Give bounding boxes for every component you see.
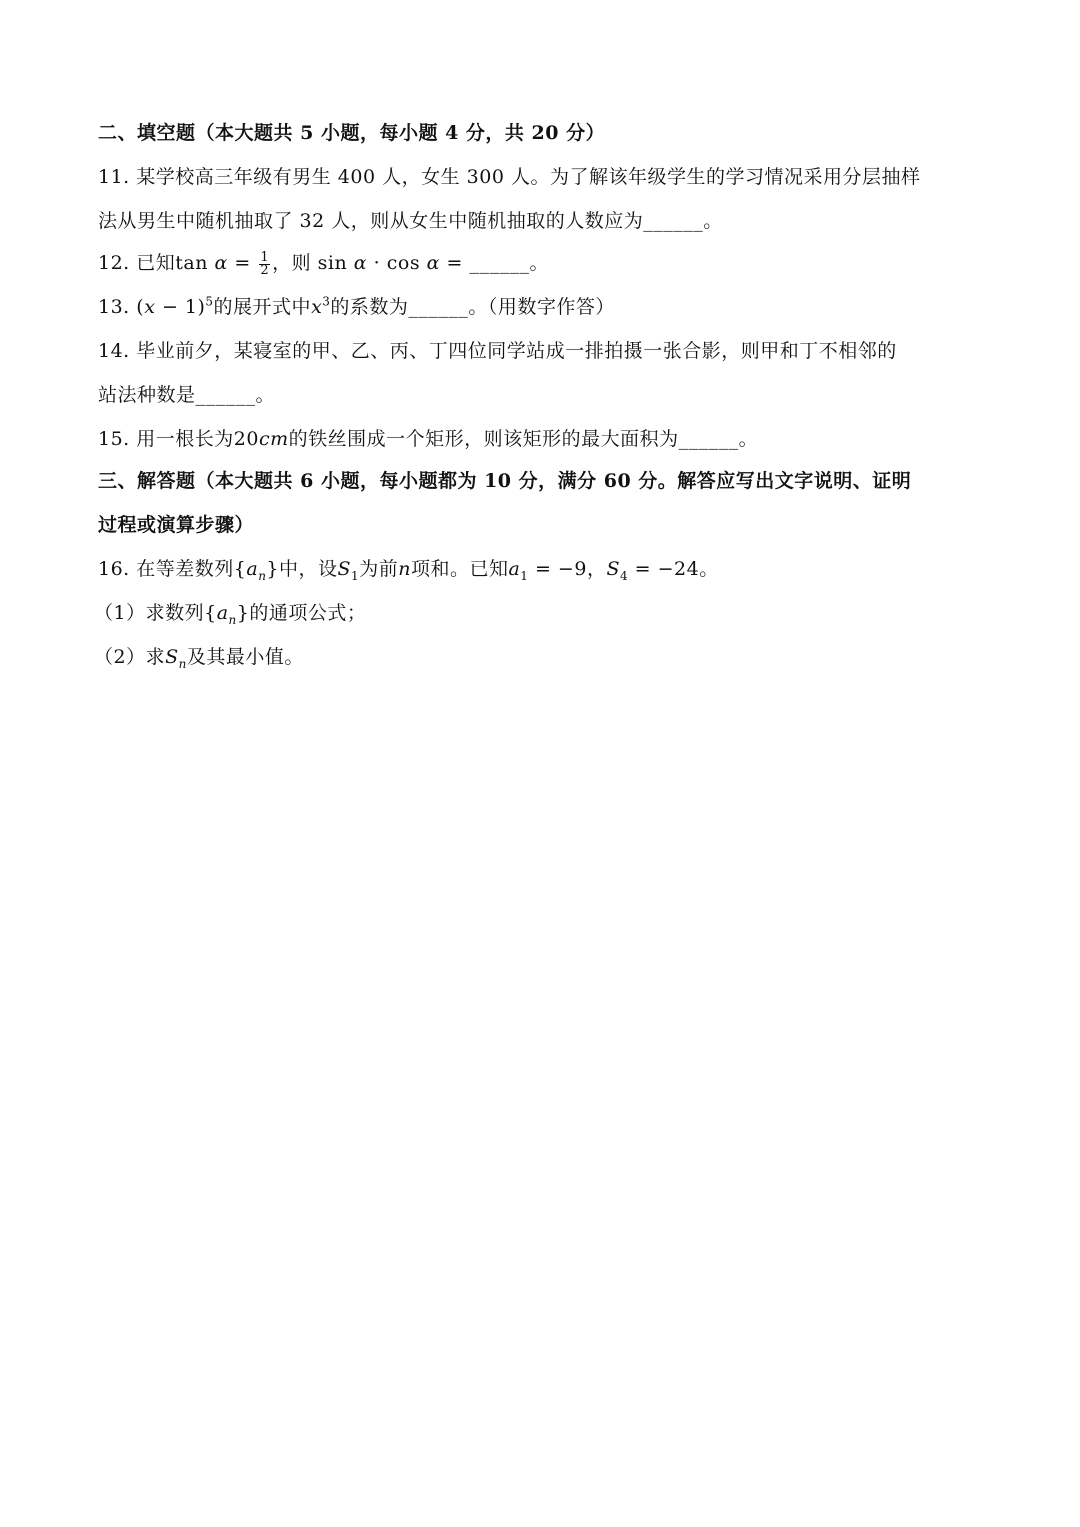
q15-num: 20 bbox=[233, 428, 259, 450]
q13-exp5: 5 bbox=[205, 294, 214, 309]
question-16-part-2 bbox=[94, 642, 304, 671]
q16-n: n bbox=[398, 558, 411, 580]
q15-unit: cm bbox=[258, 428, 289, 450]
q12-prefix: 12. 已知tan bbox=[98, 252, 215, 274]
part2-S-sub: n bbox=[178, 656, 187, 671]
q16-S4: S bbox=[606, 558, 620, 580]
q16-S-sub: 1 bbox=[351, 568, 360, 583]
question-16 bbox=[98, 554, 719, 583]
q16-a: a bbox=[246, 558, 259, 580]
part1-tail: }的通项公式； bbox=[236, 602, 367, 624]
q16-S4-sub: 4 bbox=[619, 568, 629, 583]
question-16-part-1 bbox=[94, 598, 366, 627]
q16-p2: 为前 bbox=[359, 558, 399, 580]
question-11-line-2: 法从男生中随机抽取了 32 人，则从女生中随机抽取的人数应为______。 bbox=[98, 210, 723, 232]
q13-prefix: 13. bbox=[98, 296, 137, 318]
part1-prefix: （1）求数列{ bbox=[94, 602, 217, 624]
part1-a-sub: n bbox=[228, 612, 237, 627]
q13-x3: x bbox=[311, 296, 323, 318]
q12-alpha: α bbox=[214, 252, 228, 274]
section-3-heading-line-2: 过程或演算步骤） bbox=[98, 514, 255, 536]
q12-frac-den: 2 bbox=[260, 262, 270, 278]
section-3-heading-line-1: 三、解答题（本大题共 6 小题，每小题都为 10 分，满分 60 分。解答应写出文字说明、证明 bbox=[98, 470, 912, 492]
question-13 bbox=[98, 292, 615, 319]
q13-tail: 的系数为______。（用数字作答） bbox=[330, 296, 615, 318]
q12-tail: = ______。 bbox=[439, 252, 549, 274]
q13-exp3: 3 bbox=[322, 294, 331, 309]
question-14-line-2: 站法种数是______。 bbox=[98, 384, 276, 406]
q16-a1: a bbox=[508, 558, 521, 580]
part1-a: a bbox=[216, 602, 229, 624]
q12-eq: = bbox=[227, 252, 258, 274]
q13-open: ( bbox=[136, 296, 145, 318]
q15-tail: 的铁丝围成一个矩形，则该矩形的最大面积为______。 bbox=[288, 428, 759, 450]
part2-tail: 及其最小值。 bbox=[186, 646, 304, 668]
q13-rest: − 1) bbox=[155, 296, 206, 318]
q12-alpha-3: α bbox=[426, 252, 440, 274]
q16-p1: }中，设 bbox=[266, 558, 338, 580]
q16-prefix: 16. 在等差数列{ bbox=[98, 558, 247, 580]
question-12 bbox=[98, 248, 549, 277]
part2-prefix: （2）求 bbox=[94, 646, 166, 668]
section-2-heading: 二、填空题（本大题共 5 小题，每小题 4 分，共 20 分） bbox=[98, 122, 606, 144]
q12-alpha-2: α bbox=[353, 252, 368, 274]
q16-a1-sub: 1 bbox=[520, 568, 529, 583]
question-14-line-1: 14. 毕业前夕，某寝室的甲、乙、丙、丁四位同学站成一排拍摄一张合影，则甲和丁不相邻的 bbox=[98, 340, 897, 362]
question-11-line-1: 11. 某学校高三年级有男生 400 人，女生 300 人。为了解该年级学生的学习情况采用分层抽样 bbox=[98, 166, 921, 188]
q15-prefix: 15. 用一根长为 bbox=[98, 428, 234, 450]
q13-x: x bbox=[144, 296, 156, 318]
q16-a1-eq: = −9， bbox=[528, 558, 607, 580]
q12-frac-num: 1 bbox=[260, 249, 270, 265]
q16-S: S bbox=[337, 558, 352, 580]
q16-p3: 项和。已知 bbox=[410, 558, 509, 580]
q13-mid: 的展开式中 bbox=[213, 296, 312, 318]
q12-mid: ，则 sin bbox=[272, 252, 354, 274]
question-15 bbox=[98, 424, 758, 451]
q16-a-sub: n bbox=[258, 568, 267, 583]
q16-S4-eq: = −24。 bbox=[628, 558, 719, 580]
q12-fraction bbox=[259, 249, 270, 278]
q12-dot: · cos bbox=[367, 252, 427, 274]
part2-S: S bbox=[165, 646, 179, 668]
